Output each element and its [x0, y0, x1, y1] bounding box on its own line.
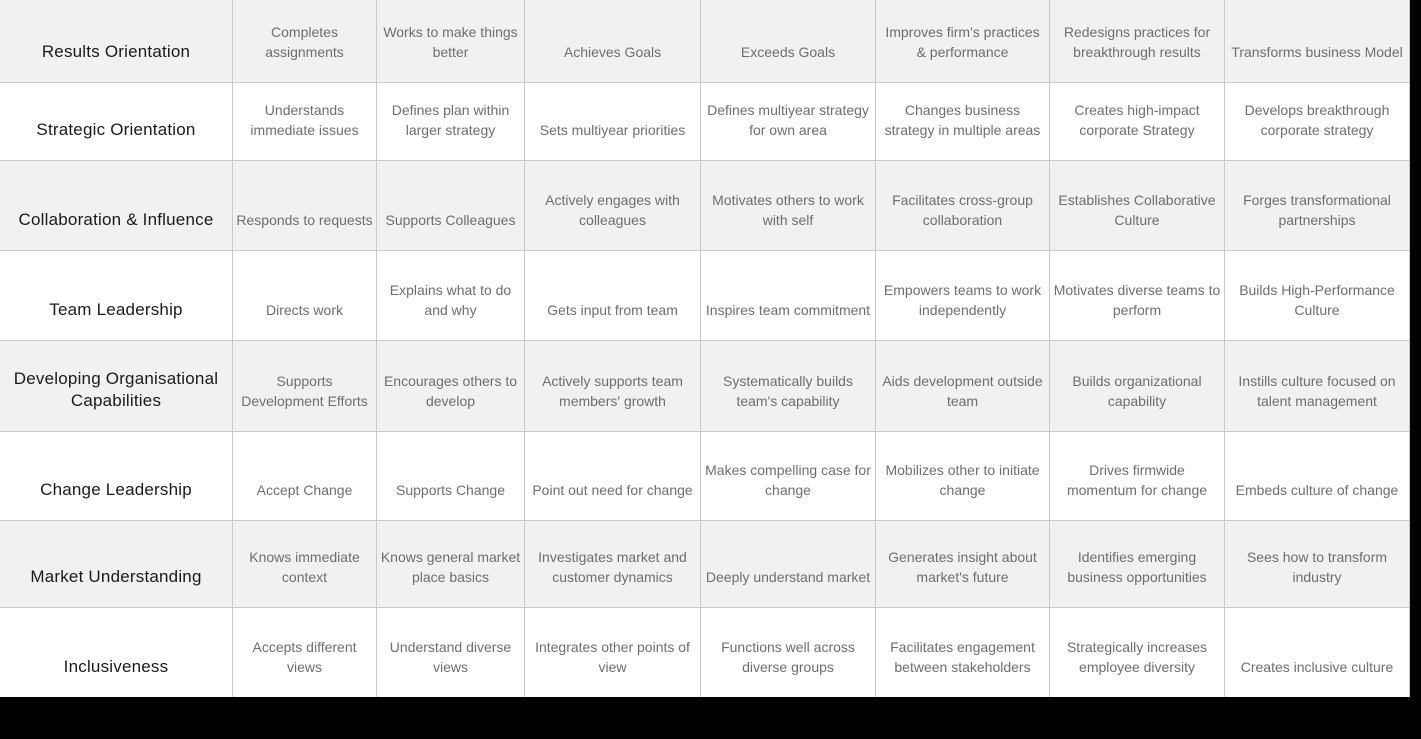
level-cell: Responds to requests: [233, 161, 377, 251]
level-cell: Works to make things better: [377, 0, 525, 83]
level-cell: Changes business strategy in multiple areas: [876, 83, 1050, 161]
level-cell: Drives firmwide momentum for change: [1050, 432, 1225, 521]
level-cell: Facilitates engagement between stakeholders: [876, 608, 1050, 697]
level-cell: Makes compelling case for change: [701, 432, 876, 521]
level-cell: Deeply understand market: [701, 521, 876, 608]
level-cell: Generates insight about market's future: [876, 521, 1050, 608]
level-cell: Establishes Collaborative Culture: [1050, 161, 1225, 251]
level-cell: Understands immediate issues: [233, 83, 377, 161]
level-cell: Identifies emerging business opportunities: [1050, 521, 1225, 608]
level-cell: Actively engages with colleagues: [525, 161, 701, 251]
level-cell: Understand diverse views: [377, 608, 525, 697]
level-cell: Gets input from team: [525, 251, 701, 341]
level-cell: Completes assignments: [233, 0, 377, 83]
level-cell: Forges transformational partnerships: [1225, 161, 1410, 251]
level-cell: Accept Change: [233, 432, 377, 521]
level-cell: Actively supports team members' growth: [525, 341, 701, 432]
level-cell: Knows general market place basics: [377, 521, 525, 608]
level-cell: Strategically increases employee diversity: [1050, 608, 1225, 697]
category-cell: Inclusiveness: [0, 608, 233, 697]
category-cell: Change Leadership: [0, 432, 233, 521]
level-cell: Inspires team commitment: [701, 251, 876, 341]
level-cell: Mobilizes other to initiate change: [876, 432, 1050, 521]
level-cell: Creates inclusive culture: [1225, 608, 1410, 697]
level-cell: Integrates other points of view: [525, 608, 701, 697]
level-cell: Supports Development Efforts: [233, 341, 377, 432]
level-cell: Point out need for change: [525, 432, 701, 521]
level-cell: Defines multiyear strategy for own area: [701, 83, 876, 161]
category-cell: Team Leadership: [0, 251, 233, 341]
category-cell: Developing Organisational Capabilities: [0, 341, 233, 432]
level-cell: Directs work: [233, 251, 377, 341]
level-cell: Systematically builds team's capability: [701, 341, 876, 432]
level-cell: Investigates market and customer dynamics: [525, 521, 701, 608]
level-cell: Functions well across diverse groups: [701, 608, 876, 697]
level-cell: Transforms business Model: [1225, 0, 1410, 83]
level-cell: Builds organizational capability: [1050, 341, 1225, 432]
category-cell: Strategic Orientation: [0, 83, 233, 161]
bottom-black-bar: [0, 697, 1421, 739]
level-cell: Instills culture focused on talent management: [1225, 341, 1410, 432]
level-cell: Redesigns practices for breakthrough results: [1050, 0, 1225, 83]
level-cell: Develops breakthrough corporate strategy: [1225, 83, 1410, 161]
level-cell: Achieves Goals: [525, 0, 701, 83]
level-cell: Creates high-impact corporate Strategy: [1050, 83, 1225, 161]
level-cell: Exceeds Goals: [701, 0, 876, 83]
level-cell: Builds High-Performance Culture: [1225, 251, 1410, 341]
level-cell: Motivates others to work with self: [701, 161, 876, 251]
level-cell: Empowers teams to work independently: [876, 251, 1050, 341]
level-cell: Sees how to transform industry: [1225, 521, 1410, 608]
category-cell: Market Understanding: [0, 521, 233, 608]
level-cell: Explains what to do and why: [377, 251, 525, 341]
level-cell: Motivates diverse teams to perform: [1050, 251, 1225, 341]
level-cell: Embeds culture of change: [1225, 432, 1410, 521]
category-cell: Collaboration & Influence: [0, 161, 233, 251]
level-cell: Facilitates cross-group collaboration: [876, 161, 1050, 251]
category-cell: Results Orientation: [0, 0, 233, 83]
level-cell: Defines plan within larger strategy: [377, 83, 525, 161]
level-cell: Knows immediate context: [233, 521, 377, 608]
level-cell: Aids development outside team: [876, 341, 1050, 432]
level-cell: Sets multiyear priorities: [525, 83, 701, 161]
level-cell: Accepts different views: [233, 608, 377, 697]
level-cell: Supports Colleagues: [377, 161, 525, 251]
level-cell: Supports Change: [377, 432, 525, 521]
level-cell: Encourages others to develop: [377, 341, 525, 432]
level-cell: Improves firm's practices & performance: [876, 0, 1050, 83]
